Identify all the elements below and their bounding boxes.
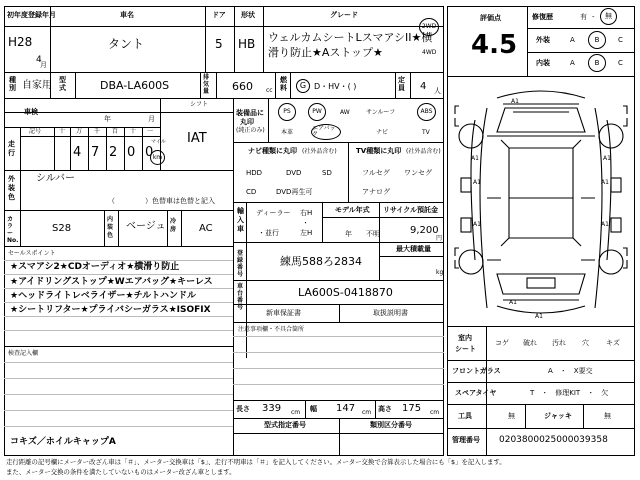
odo-digit-4: 0	[145, 145, 154, 160]
height-unit: cm	[430, 409, 440, 416]
navi-sub: (社外品含む)	[302, 148, 337, 155]
sales-point-1: ★スマアシ2★CDオーディオ★横滑り防止	[10, 262, 180, 272]
tools-value: 無	[508, 412, 515, 420]
km-circle	[150, 150, 165, 165]
score-value: 4.5	[471, 30, 518, 60]
displacement-label: 排気量	[203, 74, 210, 95]
odo-label-3: 百	[112, 128, 119, 135]
name-value: タント	[108, 37, 145, 51]
tools-label: 工具	[458, 412, 472, 420]
sales-point-2: ★アイドリングストップ★Wエアバッグ★キーレス	[10, 277, 213, 287]
equip-ps: PS	[283, 108, 291, 115]
recycle-value: 9,200	[410, 225, 439, 236]
inspect-label: 車検	[24, 108, 38, 116]
mark-right-rear: A1	[601, 221, 609, 228]
mileage-sub-label: 記号	[29, 128, 42, 135]
car-diagram	[447, 78, 635, 326]
doors-label: ドア	[212, 11, 226, 19]
km-unit: km	[152, 153, 163, 161]
shift-label: シフト	[190, 101, 209, 108]
spare-value: T ・ 修理KIT ・ 欠	[530, 389, 609, 397]
equip-ps-circle	[278, 103, 296, 121]
displacement-unit: cc	[266, 87, 273, 94]
repair-yes: 有	[580, 13, 587, 21]
navi-sd: SD	[322, 169, 332, 177]
seat-stain: 汚れ	[552, 339, 566, 347]
equip-tv: TV	[422, 129, 430, 136]
import-dealer: ディーラー	[256, 209, 291, 217]
equip-abs: ABS	[420, 108, 433, 115]
fuel-g: G	[299, 81, 307, 90]
equip-sunroof: サンルーフ	[366, 109, 396, 116]
model-year-label: モデル年式	[335, 206, 370, 214]
seat-scratch: キズ	[606, 339, 620, 347]
shift-value: IAT	[187, 131, 207, 146]
import-right-hand: 右H	[300, 209, 313, 217]
equip-navi: ナビ	[376, 129, 389, 136]
seat-label-2: シート	[455, 345, 476, 353]
warranty-label: 新車保証書	[266, 309, 301, 317]
spare-label: スペアタイヤ	[455, 389, 497, 397]
shape-value: HB	[238, 37, 256, 51]
odo-digit-3: 0	[127, 145, 136, 160]
equip-label-2: 丸印	[240, 118, 254, 126]
type-designation-label: 型式指定番号	[264, 421, 306, 429]
ac-value: AC	[199, 223, 213, 234]
color-change-note: ）色替車は色替と記入	[145, 197, 215, 205]
reg-value: 練馬588ろ2834	[280, 255, 362, 268]
ext-grade-b: B	[594, 35, 600, 44]
sales-point-4: ★シートリフター★プライバシーガラス★ISOFIX	[10, 305, 211, 315]
fuel-other: D・HV・( )	[314, 82, 357, 91]
seat-label-1: 室内	[458, 334, 472, 342]
equip-leather: 本革	[281, 129, 294, 136]
drive-2wd-circle	[419, 18, 439, 36]
capacity-label: 定員	[398, 76, 405, 92]
mark-front-left: A1	[471, 155, 479, 162]
model-value: DBA-LA600S	[100, 79, 170, 92]
height-value: 175	[402, 403, 422, 414]
fuel-label: 燃料	[280, 76, 287, 92]
ext-grade-a: A	[570, 36, 575, 44]
width-value: 147	[336, 403, 356, 414]
import-parallel: ・並行	[258, 229, 279, 237]
mileage-label: 走行	[8, 140, 15, 157]
repair-no-circle	[600, 8, 617, 25]
grade-value-2: 滑り防止★Aストップ★	[268, 46, 383, 59]
odo-label-2: 千	[94, 128, 101, 135]
first-reg-month: 4	[36, 55, 42, 65]
equip-aw: AW	[340, 109, 350, 116]
int-label: 内装	[536, 59, 550, 67]
equip-airbag-circle	[311, 124, 341, 140]
odo-label-1: 万	[76, 128, 83, 135]
reg-label: 登録番号	[237, 250, 244, 278]
recycle-unit: 円	[436, 235, 443, 242]
sales-point-3: ★ヘッドライトレベライザー★チルトハンドル	[10, 291, 196, 301]
footnote-2: また、メーター交換の条件を満たしていないものはメーター改ざん車とします。	[6, 468, 236, 476]
color-no-label: カラーNo.	[7, 216, 19, 244]
mark-left-rear: A1	[473, 221, 481, 228]
first-reg-month-unit: 月	[40, 61, 47, 69]
navi-dvd: DVD	[286, 169, 302, 177]
height-label: 高さ	[378, 405, 392, 413]
repair-no: 無	[605, 12, 612, 20]
odo-digit-0: 4	[73, 145, 82, 160]
navi-dvd-play: DVD再生可	[276, 188, 313, 196]
ac-label: 冷房	[170, 218, 177, 233]
ext-label: 外装	[536, 36, 550, 44]
type-label: 種別	[9, 76, 16, 92]
length-label: 長さ	[236, 405, 250, 413]
fuel-g-circle	[296, 79, 310, 93]
int-grade-b: B	[594, 58, 600, 67]
navi-cd: CD	[246, 188, 257, 196]
score-label: 評価点	[480, 14, 501, 22]
mark-front-bumper: A1	[511, 98, 519, 105]
tv-oneseg: ワンセグ	[404, 169, 432, 177]
doors-value: 5	[215, 37, 223, 51]
color-paren: （	[108, 197, 115, 205]
ext-grade-c: C	[618, 36, 623, 44]
repair-label: 修復歴	[532, 13, 553, 21]
inspect-year: 年	[104, 115, 111, 123]
tv-title: TV種類に丸印	[356, 147, 402, 155]
odo-digit-1: 7	[91, 145, 100, 160]
model-year-unknown: 不明	[366, 230, 380, 238]
tv-fullseg: フルセグ	[362, 169, 390, 177]
width-label: 幅	[310, 405, 317, 413]
mark-rear-left: A1	[509, 299, 517, 306]
odo-digit-2: 2	[109, 145, 118, 160]
use-value: 自家用	[22, 80, 52, 91]
length-value: 339	[262, 403, 282, 414]
seat-hole: 穴	[582, 339, 589, 347]
int-grade-b-circle	[588, 54, 606, 72]
equip-pw-circle	[308, 103, 326, 121]
seat-tear: 破れ	[523, 339, 537, 347]
length-unit: cm	[291, 409, 301, 416]
mark-rear-bumper: A1	[535, 313, 543, 320]
equip-abs-circle	[417, 103, 436, 121]
name-label: 車名	[120, 11, 134, 19]
jack-value: 無	[604, 412, 611, 420]
mgmt-value: 0203800025000039358	[499, 435, 608, 445]
tv-sub: (社外品含む)	[406, 148, 441, 155]
drive-2wd: 2WD	[421, 23, 437, 30]
int-grade-a: A	[570, 59, 575, 67]
navi-hdd: HDD	[246, 169, 263, 177]
shape-label: 形状	[241, 11, 255, 19]
recycle-label: リサイクル預託金	[383, 206, 439, 214]
inspector-label: 検査記入欄	[8, 350, 39, 357]
max-load-label: 最大積載量	[396, 245, 431, 253]
equip-label-3: (純正のみ)	[236, 127, 265, 134]
equip-label-1: 装備品に	[236, 109, 264, 117]
model-label: 型式	[59, 76, 66, 92]
odo-label-4: 十	[130, 128, 137, 135]
odo-label-0: 十	[59, 128, 66, 135]
import-dot: ・	[302, 219, 309, 227]
chassis-label: 車台番号	[237, 283, 244, 311]
capacity-unit: 人	[434, 87, 441, 95]
int-grade-c: C	[618, 59, 623, 67]
mgmt-label: 管理番号	[452, 436, 480, 444]
navi-title: ナビ種類に丸印	[248, 147, 297, 155]
model-year-year: 年	[345, 230, 352, 238]
mark-right-door: A1	[601, 179, 609, 186]
notice-label: 注意事項欄・不具合箇所	[238, 326, 305, 333]
jack-label: ジャッキ	[544, 412, 572, 420]
displacement-value: 660	[232, 80, 253, 93]
tv-analog: アナログ	[362, 188, 390, 196]
color-no-value: S28	[52, 223, 72, 234]
equip-airbag: エアバック	[312, 125, 336, 138]
footer-note: コキズ／ホイルキャップA	[10, 437, 116, 447]
grade-value-1: ウェルカムシートLスマアシII★横	[268, 31, 433, 44]
grade-label: グレード	[330, 11, 358, 19]
capacity-value: 4	[420, 81, 427, 92]
odo-label-5: 一	[147, 128, 154, 135]
interior-label: 内装色	[107, 216, 114, 239]
first-reg-era: H28	[8, 35, 33, 49]
import-left-hand: 左H	[300, 229, 313, 237]
drive-4wd: 4WD	[422, 49, 437, 56]
first-reg-label: 初年度登録年月	[7, 11, 56, 19]
repair-dash: -	[592, 13, 595, 21]
exterior-value: シルバー	[36, 173, 76, 184]
max-load-unit: kg	[436, 269, 444, 276]
seat-burn: コゲ	[495, 339, 509, 347]
sales-point-label: セールスポイント	[8, 250, 56, 257]
ext-grade-b-circle	[588, 31, 606, 49]
exterior-label: 外装色	[8, 175, 15, 201]
equip-pw: PW	[312, 108, 322, 115]
manual-label: 取扱説明書	[373, 309, 408, 317]
footnote-1: 走行距離の記号欄にメーター改ざん車は「＃」、メーター交換車は「$」、走行不明車は「＃」を記入してください。メーター交換で合算表示した場合にも「$」を記入します。	[6, 458, 506, 466]
mile-unit-label: マイル	[151, 139, 166, 145]
front-glass-label: フロントガラス	[452, 367, 501, 375]
import-label: 輸入車	[237, 207, 244, 233]
diagram-marks	[471, 98, 611, 320]
chassis-value: LA600S-0418870	[298, 286, 393, 299]
class-number-label: 類別区分番号	[370, 421, 412, 429]
mark-front-right: A1	[603, 155, 611, 162]
width-unit: cm	[362, 409, 372, 416]
mark-left-door: A1	[473, 179, 481, 186]
front-glass-value: A ・ X要交	[548, 367, 593, 375]
interior-value: ベージュ	[126, 221, 166, 232]
inspect-month: 月	[148, 115, 155, 123]
